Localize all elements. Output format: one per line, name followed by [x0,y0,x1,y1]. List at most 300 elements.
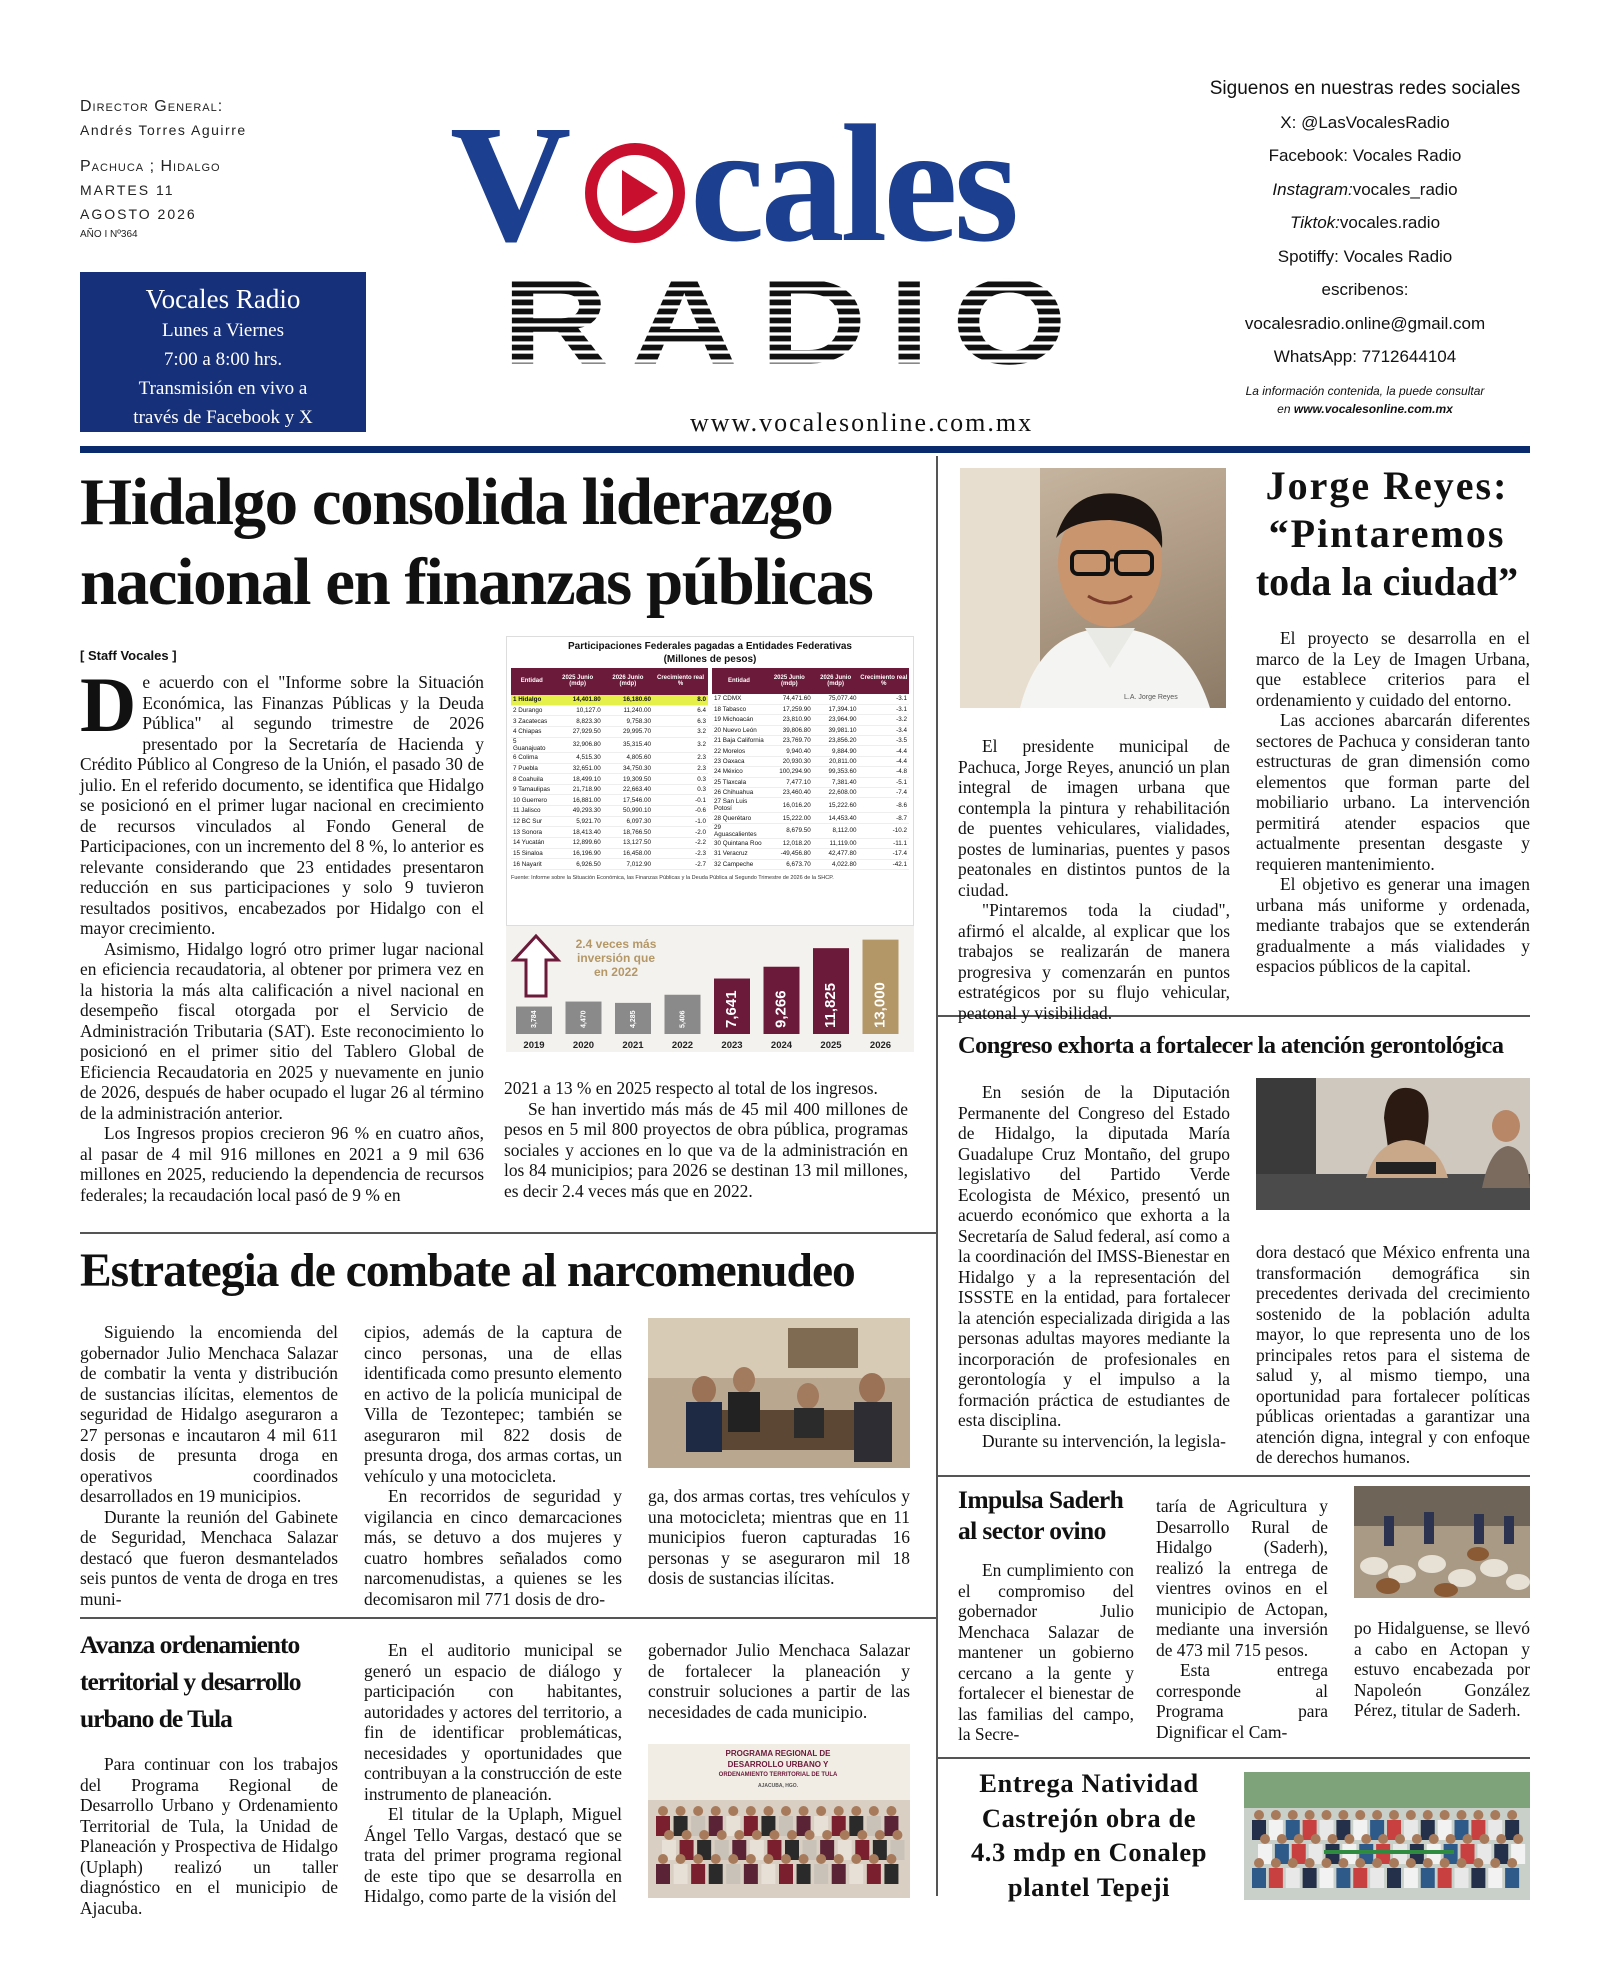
table-header-cell: 2025 Junio (mdp) [766,668,813,694]
saderh-paragraph: Esta entrega corresponde al Programa para Dignificar el Cam- [1156,1660,1328,1742]
column-divider [936,456,938,1896]
director-label: Director General: [80,98,224,115]
person-head [658,1854,668,1864]
table-cell: -3.4 [859,725,909,735]
saderh-headline-line2: al sector ovino [958,1516,1106,1545]
person-head [840,1830,850,1840]
person-figure [779,1864,793,1884]
person-head [1429,1834,1439,1844]
person-head [1372,1810,1382,1820]
table-cell: 14 Yucatán [511,837,553,848]
table-header-cell: Entidad [712,668,766,694]
table-cell: 9,884.90 [813,746,859,756]
table-cell: 32 Campeche [712,859,766,869]
chart-svg [506,926,914,1052]
table-cell: 4,022.80 [813,859,859,869]
saderh-column-3 [1354,1618,1530,1721]
person-head [676,1854,686,1864]
table-cell: 21,718.90 [553,784,603,795]
person-head [682,1830,692,1840]
jorge-headline [1242,462,1532,606]
table-cell: -3.2 [859,715,909,725]
table-cell: -10.2 [859,823,909,838]
chart-category-label: 2020 [572,1040,595,1051]
main-paragraph: Los Ingresos propios crecieron 96 % en cuatro años, al pasar de 4 mil 916 millones en 2021 a 9 mil 636 millones en 2025, reduciendo la dependencia de recursos federales; la recaudación local pasó de 9 % en [80,1123,484,1205]
person-head [781,1854,791,1864]
tiktok-handle: vocales.radio [1339,213,1441,232]
person-head [1305,1858,1315,1868]
saderh-headline-line1: Impulsa Saderh [958,1485,1124,1514]
person-figure [849,1864,863,1884]
table-right [712,668,909,870]
person-head [1490,1810,1500,1820]
person-head [1338,1810,1348,1820]
narco-paragraph: cipios, además de la captura de cinco personas, una de ellas identificada como presunto elemento en activo de la policía municipal de Villa de Tezontepec; también se aseguraron mil 822 dosis de presunta droga, dos armas cortas, un vehículo y una motocicleta. [364,1322,622,1486]
social-x[interactable]: X: @LasVocalesRadio [1280,112,1450,132]
person-figure [691,1864,705,1884]
table-row [511,737,708,752]
table-cell: 16,016.20 [766,798,813,813]
chart-category-label: 2021 [622,1040,644,1051]
narco-headline: Estrategia de combate al narcomenudeo [80,1245,855,1297]
chart-value-label: 7,641 [722,990,740,1028]
person-head [1389,1810,1399,1820]
table-cell: 2 Durango [511,705,553,716]
participaciones-table [506,636,914,926]
tiktok-label: Tiktok: [1289,213,1340,232]
chart-category-label: 2026 [869,1040,892,1051]
table-row [511,795,708,806]
saderh-column-2 [1156,1496,1328,1742]
chart-value-label: 13,000 [871,982,889,1028]
table-cell: -49,456.80 [766,849,813,859]
tula-headline [80,1626,360,1737]
masthead-rule [80,446,1530,453]
table-cell: 19 Michoacán [712,715,766,725]
table-cell: 14,453.40 [813,813,859,823]
person-head [799,1854,809,1864]
conalep-headline-line4: plantel Tepeji [1007,1871,1171,1902]
byline: [ Staff Vocales ] [80,648,177,663]
person-head [1496,1834,1506,1844]
person-head [781,1806,791,1816]
table-header-cell: Crecimiento real % [653,668,708,695]
person-head [1355,1810,1365,1820]
dropcap: D [80,661,137,748]
person-head [1473,1810,1483,1820]
tula-paragraph: En el auditorio municipal se generó un espacio de diálogo y participación con habitantes, autoridades y actores del territorio, a fin de identificar problemáticas, necesidades y oportunidades que contribuyan a la construcción de este instrumento de planeación. [364,1640,622,1804]
table-cell: 17,394.10 [813,704,859,714]
saderh-photo [1354,1486,1530,1598]
person-figure [1303,1868,1317,1888]
table-row [712,823,909,838]
table-cell: -8.7 [859,813,909,823]
person-head [857,1830,867,1840]
person-head [711,1806,721,1816]
table-cell: 6,926.50 [553,859,603,870]
person-head [763,1854,773,1864]
person-figure [1404,1868,1418,1888]
person-head [886,1854,896,1864]
table-cell: 20,811.00 [813,756,859,766]
table-cell: 17,259.90 [766,704,813,714]
table-row [511,716,708,727]
table-cell: -0.1 [653,795,708,806]
congreso-photo [1256,1078,1530,1210]
section-divider [80,1617,936,1619]
person-figure [1387,1868,1401,1888]
person-figure [1421,1868,1435,1888]
table-row [712,715,909,725]
chart-annotation: 2.4 veces más [575,937,657,951]
table-cell: 13,127.50 [603,837,653,848]
table-cell: 4,515.30 [553,752,603,763]
table-cell: 3.2 [653,737,708,752]
person-figure [832,1864,846,1884]
tula-column-2 [364,1640,622,1907]
table-cell: 22,608.00 [813,788,859,798]
social-instagram[interactable] [1190,173,1540,207]
tula-column-1 [80,1754,338,1918]
table-cell: 23,810.90 [766,715,813,725]
person-figure [656,1864,670,1884]
jorge-column-2 [1256,628,1530,977]
main-paragraph: Se han invertido más más de 45 mil 400 millones de pesos en 5 mil 800 proyectos de obra pública, programas sociales y acciones en lo que va de la administración en los 84 municipios; para 2026 se destinan 13 mil millones, es decir 2.4 veces más que en 2022. [504,1098,908,1201]
person-head [834,1854,844,1864]
person-head [1389,1858,1399,1868]
person-head [1361,1834,1371,1844]
chart-value-label: 4,285 [629,1010,637,1028]
person-head [834,1806,844,1816]
table-cell: 21 Baja California [712,736,766,746]
table-row [712,767,909,777]
person-figure [884,1864,898,1884]
person-head [1254,1810,1264,1820]
table-row [511,774,708,785]
table-cell: 11,119.00 [813,838,859,848]
table-cell: 16,180.60 [603,695,653,706]
main-paragraph: Asimismo, Hidalgo logró otro primer lugar nacional en eficiencia recaudatoria, al obtener por primera vez en la historia la más alta calificación a nivel nacional en desempeño fiscal otorgada por el Servicio de Administración Tributaria (SAT). Este reconocimiento lo posicionó en el primer sitio del Tablero Global de Eficiencia Recaudatoria en 2025 y nuevamente en junio de 2026, después de haber ocupado el lugar 26 al término de la administración anterior. [80,938,484,1123]
table-cell: 75,077.40 [813,694,859,704]
photo-caption: L.A. Jorge Reyes [1124,694,1178,701]
table-cell: -0.6 [653,806,708,817]
table-cell: 39,806.80 [766,725,813,735]
saderh-paragraph: po Hidalguense, se llevó a cabo en Actopan y estuvo encabezada por Napoleón González Pérez, titular de Saderh. [1354,1618,1530,1720]
narco-paragraph: Siguiendo la encomienda del gobernador Julio Menchaca Salazar de combatir la venta y distribución de sustancias ilícitas, elementos de seguridad de Hidalgo aseguraron a 27 personas e incautaron 4 mil 611 dosis de presunta droga en operativos coordinados desarrollados en 19 municipios. [80,1322,338,1506]
table-cell: 74,471.60 [766,694,813,704]
website-url[interactable]: www.vocalesonline.com.mx [690,408,1034,437]
table-row [712,725,909,735]
congreso-paragraph: En sesión de la Diputación Permanente del Congreso del Estado de Hidalgo, la diputada María Guadalupe Cruz Montaño, del grupo legislativo del Partido Verde Ecologista de México, presentó un acuerdo económico que exhorta a la Secretaría de Salud federal, así como a la coordinación del IMSS-Bienestar en Hidalgo y a la representación del ISSSTE en la entidad, para fortalecer la atención especializada dirigida a las personas adultas mayores mediante la incorporación de profesionales en gerontología y el impulso a la formación práctica de estudiantes de esta disciplina. [958,1082,1230,1430]
consult-note-line1: La información contenida, la puede consultar [1245,383,1485,398]
table-cell: -1.0 [653,816,708,827]
person-head [763,1806,773,1816]
social-write: escribenos: [1321,280,1409,299]
chart-value-label: 5,406 [679,1010,687,1028]
table-cell: 50,990.10 [603,806,653,817]
person-figure [1370,1868,1384,1888]
table-source: Fuente: Informe sobre la Situación Económica, las Finanzas Públicas y la Deuda Pública al Segundo Trimestre de 2026 de la SHCP. [511,874,834,881]
table-cell: 16,196.90 [553,848,603,859]
table-cell: 12,018.20 [766,838,813,848]
table-row [712,813,909,823]
congreso-column-1 [958,1082,1230,1451]
jorge-paragraph: El presidente municipal de Pachuca, Jorge Reyes, anunció un plan integral de imagen urbana que contempla la pintura y rehabilitación de puentes vehiculares, vialidades, postes de luminarias, puentes y pasos peatonales en distintos puntos de la ciudad. [958,736,1230,900]
person-head [1322,1810,1332,1820]
social-spotify[interactable]: Spotiffy: Vocales Radio [1277,246,1453,266]
table-cell: 27,929.50 [553,726,603,737]
table-cell: -17.4 [859,849,909,859]
table-row [511,827,708,838]
table-cell: -2.7 [653,859,708,870]
jorge-column-1 [958,736,1230,1023]
table-cell: 17,546.00 [603,795,653,806]
main-paragraph [80,661,484,939]
table-cell: 3 Zacatecas [511,716,553,727]
person-head [1372,1858,1382,1868]
chart-annotation: inversión que [576,951,656,965]
table-title-line1: Participaciones Federales pagadas a Entidades Federativas [567,641,852,652]
radio-box-title: Vocales Radio [145,284,301,314]
person-head [693,1854,703,1864]
table-cell: 49,293.30 [553,806,603,817]
person-figure [1488,1868,1502,1888]
table-row [511,726,708,737]
table-header-cell: Crecimiento real % [859,668,909,694]
table-row [511,752,708,763]
table-cell: 35,315.40 [603,737,653,752]
saderh-paragraph: taría de Agricultura y Desarrollo Rural de Hidalgo (Saderh), realizó la entrega de vientres ovinos en el municipio de Actopan, mediante una inversión de 473 mil 715 pesos. [1156,1496,1328,1660]
chart-value-label: 4,470 [580,1010,588,1028]
table-header-cell: Entidad [511,668,553,695]
section-divider [936,1475,1530,1477]
table-cell: 32,906.80 [553,737,603,752]
table-cell: 17 CDMX [712,694,766,704]
person-head [805,1830,815,1840]
table-row [712,777,909,787]
chart-category-label: 2022 [671,1040,694,1051]
person-figure [1438,1868,1452,1888]
person-head [1446,1834,1456,1844]
person-head [787,1830,797,1840]
person-head [693,1806,703,1816]
table-row [712,838,909,848]
person-figure [761,1864,775,1884]
person-head [1395,1834,1405,1844]
table-cell: -4.4 [859,746,909,756]
radio-box-line: Transmisión en vivo a [138,378,308,399]
person-head [1344,1834,1354,1844]
table-cell: 15,222.00 [766,813,813,823]
narco-photo [648,1318,910,1468]
narco-column-3 [648,1486,910,1589]
person-head [1457,1858,1467,1868]
table-cell: 28 Querétaro [712,813,766,823]
conalep-photo [1244,1772,1530,1900]
chart-category-label: 2019 [523,1040,545,1051]
table-cell: 100,294.90 [766,767,813,777]
table-cell: 0.3 [653,774,708,785]
person-figure [1252,1868,1266,1888]
main-paragraph-text: e acuerdo con el "Informe sobre la Situación Económica, las Finanzas Públicas y la Deuda Pública" al segundo trimestre de 2026 presentado por la Secretaría de Hacienda y Crédito Público al Congreso de la Unión, el pasado 30 de julio. En el referido documento, se identifica que Hidalgo se posicionó en el primer lugar nacional en crecimiento de recursos vinculados al Fondo General de Participaciones, con un incremento del 8 %, lo anterior es relevante considerando que 23 entidades presentaron reducción en sus participaciones y solo 9 tuvieron resultados positivos, encabezados por Hidalgo con el mayor crecimiento. [80,672,484,938]
person-head [816,1854,826,1864]
person-figure [726,1864,740,1884]
tula-photo [648,1744,910,1898]
narco-paragraph: Durante la reunión del Gabinete de Seguridad, Menchaca Salazar destacó que fueron desmantelados seis puntos de venta de droga en tres muni- [80,1506,338,1609]
table-cell: 31 Veracruz [712,849,766,859]
table-cell: 6.3 [653,716,708,727]
table-cell: 16,458.00 [603,848,653,859]
table-left [511,668,708,870]
tula-banner-line4: AJACUBA, HGO. [757,1783,798,1789]
table-cell: 39,981.10 [813,725,859,735]
person-figure [674,1864,688,1884]
person-figure [1505,1868,1519,1888]
table-cell: -5.1 [859,777,909,787]
table-cell: 24 México [712,767,766,777]
tula-paragraph: El titular de la Uplaph, Miguel Ángel Tello Vargas, destacó que se trata del primer programa regional de este tipo que se desarrolla en Hidalgo, como parte de la visión del [364,1804,622,1906]
table-row [712,859,909,869]
person-head [728,1854,738,1864]
person-head [1254,1858,1264,1868]
table-cell: 6,673.70 [766,859,813,869]
person-head [746,1854,756,1864]
chart-value-label: 9,266 [772,990,790,1028]
person-head [799,1806,809,1816]
person-head [1322,1858,1332,1868]
table-cell: 18,499.10 [553,774,603,785]
person-head [1328,1834,1338,1844]
congreso-headline: Congreso exhorta a fortalecer la atención gerontológica [958,1032,1504,1059]
table-cell: -2.0 [653,827,708,838]
table-cell: 7,012.90 [603,859,653,870]
person-figure [1320,1868,1334,1888]
section-divider [936,1757,1530,1759]
table-cell: 9,940.40 [766,746,813,756]
director-name: Andrés Torres Aguirre [80,122,247,138]
narco-paragraph: En recorridos de seguridad y vigilancia en cinco demarcaciones más, se detuvo a dos mujeres y cuatro hombres señalados como narcomenudistas, a quienes se les decomisaron mil 771 dosis de dro- [364,1486,622,1609]
person-figure [744,1864,758,1884]
social-tiktok[interactable] [1190,206,1540,240]
person-head [1473,1858,1483,1868]
table-cell: 7,381.40 [813,777,859,787]
vocales-radio-logo [440,88,1160,438]
table-row [511,705,708,716]
table-cell: 23,460.40 [766,788,813,798]
table-cell: -42.1 [859,859,909,869]
conalep-headline [954,1766,1224,1904]
svg-text:RADIO: RADIO [502,253,1089,390]
table-cell: 30 Quintana Roo [712,838,766,848]
table-cell: 18 Tabasco [712,704,766,714]
main-paragraph: 2021 a 13 % en 2025 respecto al total de los ingresos. [504,1078,878,1098]
table-cell: 18,413.40 [553,827,603,838]
jorge-headline-line1: Jorge Reyes: [1265,463,1509,508]
tula-headline-line2: territorial y desarrollo [80,1667,301,1696]
table-cell: 29,995.70 [603,726,653,737]
table-cell: 15,222.60 [813,798,859,813]
table-cell: 32,651.00 [553,763,603,774]
person-head [851,1806,861,1816]
table-cell: 14,401.80 [553,695,603,706]
saderh-column-1 [958,1560,1134,1745]
person-figure [1455,1868,1469,1888]
person-head [1288,1858,1298,1868]
congreso-column-2 [1256,1242,1530,1468]
radio-box-line: través de Facebook y X [133,407,313,428]
narco-paragraph: ga, dos armas cortas, tres vehículos y una motocicleta; mientras que en 11 municipios fueron capturadas 16 personas y se aseguraron mil 18 dosis de sustancias ilícitas. [648,1486,910,1588]
person-head [1378,1834,1388,1844]
svg-text:V: V [450,91,566,277]
social-email[interactable]: vocalesradio.online@gmail.com [1244,313,1486,333]
person-head [1457,1810,1467,1820]
saderh-paragraph: En cumplimiento con el compromiso del gobernador Julio Menchaca Salazar de mantener un gobierno cercano a la gente y fortalecer el bienestar de las familias del campo, la Secre- [958,1560,1134,1744]
tula-banner-line3: ORDENAMIENTO TERRITORIAL DE TULA [718,1772,838,1778]
table-cell: -3.1 [859,704,909,714]
table-cell: 11,240.00 [603,705,653,716]
table-cell: 25 Tlaxcala [712,777,766,787]
social-facebook[interactable]: Facebook: Vocales Radio [1268,146,1462,165]
person-head [717,1830,727,1840]
instagram-label: Instagram: [1272,179,1353,199]
table-cell: 16,881.00 [553,795,603,806]
table-row [511,695,708,706]
main-headline-line1: Hidalgo consolida liderazgo [80,465,833,539]
table-title-line2: (Millones de pesos) [663,654,757,665]
table-cell: -8.6 [859,798,909,813]
tula-paragraph: gobernador Julio Menchaca Salazar de fortalecer la planeación y construir soluciones a partir de las necesidades de cada municipio. [648,1640,910,1722]
table-cell: 20,930.30 [766,756,813,766]
weekday: MARTES 11 [80,182,175,198]
person-head [734,1830,744,1840]
consult-note-line2 [1190,400,1540,418]
table-cell: 23 Oaxaca [712,756,766,766]
table-row [511,816,708,827]
table-row [511,848,708,859]
table-header-cell: 2026 Junio (mdp) [813,668,859,694]
person-head [1305,1810,1315,1820]
person-figure [797,1864,811,1884]
person-head [1294,1834,1304,1844]
table-cell: 10 Guerrero [511,795,553,806]
person-head [1423,1810,1433,1820]
svg-text:cales: cales [690,91,1016,277]
social-whatsapp[interactable]: WhatsApp: 7712644104 [1273,347,1457,366]
table-cell: -7.4 [859,788,909,798]
consult-note-link[interactable]: www.vocalesonline.com.mx [1293,401,1453,416]
person-head [1440,1858,1450,1868]
narco-column-1 [80,1322,338,1609]
table-row [712,736,909,746]
person-figure [1336,1868,1350,1888]
person-head [752,1830,762,1840]
social-panel [1190,72,1540,418]
narco-column-2 [364,1322,622,1609]
person-head [1338,1858,1348,1868]
table-row [511,837,708,848]
investment-chart [506,926,914,1052]
table-cell: 18,766.50 [603,827,653,838]
main-headline-line2: nacional en finanzas públicas [80,545,873,619]
table-cell: 22 Morelos [712,746,766,756]
person-head [869,1854,879,1864]
consult-note [1190,382,1540,418]
person-head [1288,1810,1298,1820]
saderh-headline [958,1484,1158,1546]
table-cell: 9,758.30 [603,716,653,727]
chart-category-label: 2024 [770,1040,793,1051]
table-cell: 42,477.80 [813,849,859,859]
